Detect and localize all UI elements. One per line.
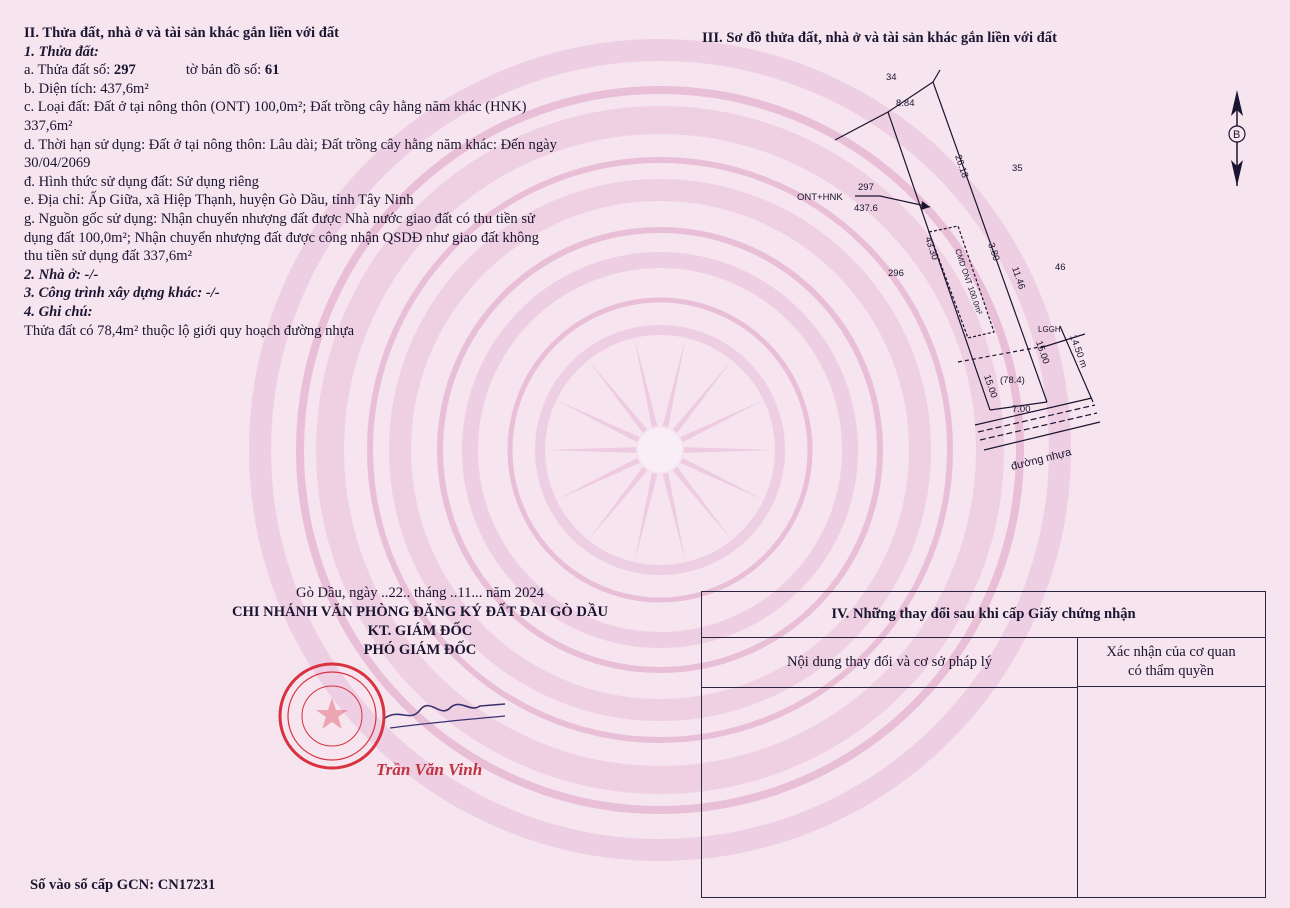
label-road-area: (78.4): [1000, 375, 1025, 386]
label-land-type: ONT+HNK: [797, 192, 843, 203]
dim-3-80: 3.80: [985, 241, 1002, 263]
column-change-content: Nội dung thay đổi và cơ sở pháp lý: [702, 637, 1078, 688]
dim-8-84: 8.84: [896, 98, 915, 109]
heading-notes: 4. Ghi chú:: [24, 303, 93, 320]
section-ii-title: II. Thửa đất, nhà ở và tài sản khác gắn liền với đất: [24, 25, 339, 41]
signer-name: Trần Văn Vinh: [376, 760, 483, 779]
signature-block: [200, 584, 640, 660]
map-sheet-number: 61: [264, 62, 280, 79]
usage-form-line: đ. Hình thức sử dụng đất: Sử dụng riêng: [24, 173, 259, 190]
heading-house: 2. Nhà ở: -/-: [24, 266, 99, 283]
term-line-2: 30/04/2069: [24, 155, 91, 172]
map-sheet-label: tờ bản đồ số:: [185, 62, 265, 79]
label-neighbor-296: 296: [888, 268, 904, 279]
section-iii-title: III. Sơ đồ thửa đất, nhà ở và tài sản khác gắn liền với đất: [702, 30, 1057, 46]
dim-43-30: 43.30: [922, 235, 941, 262]
registry-number-line: [30, 877, 215, 894]
land-info-section: [24, 24, 614, 340]
note-text: Thửa đất có 78,4m² thuộc lộ giới quy hoạch đường nhựa: [24, 322, 355, 339]
parcel-label: a. Thửa đất số:: [24, 62, 114, 79]
land-type-line-1: c. Loại đất: Đất ở tại nông thôn (ONT) 100,0m²; Đất trồng cây hằng năm khác (HNK): [24, 99, 527, 116]
signer-title: PHÓ GIÁM ĐỐC: [363, 642, 477, 658]
changes-table: [701, 591, 1266, 898]
area-line: b. Diện tích: 437,6m²: [24, 80, 149, 97]
parcel-right-boundary: [933, 82, 1047, 402]
parcel-number: 297: [113, 62, 136, 79]
dim-11-46: 11.46: [1009, 265, 1028, 291]
label-inner-ont: CMD ONT 100.0m²: [953, 247, 985, 316]
road-edge-top: [975, 398, 1092, 425]
label-neighbor-34: 34: [886, 72, 897, 83]
parcel-left-boundary: [888, 112, 990, 410]
neighbor-line-top: [835, 112, 888, 140]
issue-date: Gò Dầu, ngày ..22.. tháng ..11... năm 2024: [296, 585, 544, 601]
label-road: đường nhựa: [1009, 446, 1073, 473]
origin-line-1: g. Nguồn gốc sử dụng: Nhận chuyển nhượng đất được Nhà nước giao đất có thu tiền sử: [24, 210, 535, 227]
issuing-office: CHI NHÁNH VĂN PHÒNG ĐĂNG KÝ ĐẤT ĐAI GÒ DẦU: [231, 604, 609, 620]
origin-line-2: dụng đất 100,0m²; Nhận chuyển nhượng đất được công nhận QSDĐ như giao đất không: [24, 229, 539, 246]
dim-15-00-a: 15.00: [1033, 339, 1052, 366]
handwritten-signature: [380, 688, 510, 738]
pointer-arrowhead: [921, 201, 930, 210]
column-authority-confirmation: [1077, 637, 1265, 687]
origin-line-3: thu tiền sử dụng đất 337,6m²: [24, 248, 192, 265]
column-authority-line-2: có thẩm quyền: [1128, 663, 1214, 679]
ont-area-dashed: [929, 226, 994, 338]
address-line: e. Địa chỉ: Ấp Giữa, xã Hiệp Thạnh, huyện Gò Dầu, tỉnh Tây Ninh: [24, 192, 414, 209]
label-parcel-number: 297: [858, 182, 874, 193]
parcel-diagram: [780, 60, 1140, 480]
label-neighbor-46: 46: [1055, 262, 1066, 273]
neighbor-line-right: [933, 70, 940, 82]
label-neighbor-35: 35: [1012, 163, 1023, 174]
signer-authority: KT. GIÁM ĐỐC: [367, 623, 473, 639]
land-type-line-2: 337,6m²: [24, 117, 73, 134]
section-iv-title: IV. Những thay đổi sau khi cấp Giấy chứng nhận: [702, 592, 1265, 638]
north-arrow-icon: [1222, 88, 1252, 188]
dim-14-50: 14.50 m: [1067, 333, 1090, 370]
registry-label: Số vào sổ cấp GCN:: [30, 877, 158, 893]
dim-26-18: 26.18: [952, 153, 971, 180]
north-letter: B: [1233, 129, 1241, 141]
official-seal: [276, 660, 388, 772]
term-line-1: d. Thời hạn sử dụng: Đất ở tại nông thôn: Lâu dài; Đất trồng cây hằng năm khác: Đến ngày: [24, 136, 557, 153]
column-authority-line-1: Xác nhận của cơ quan: [1106, 644, 1236, 660]
parcel-number-line: [24, 61, 614, 80]
label-lggh: LGGH: [1038, 325, 1061, 334]
table-column-divider: [1077, 687, 1078, 897]
heading-land-parcel: 1. Thửa đất:: [24, 43, 99, 60]
dim-7-00: 7.00: [1012, 404, 1031, 415]
label-parcel-area: 437.6: [854, 203, 878, 214]
heading-other-works: 3. Công trình xây dựng khác: -/-: [24, 285, 220, 302]
dim-15-00-b: 15.00: [981, 373, 1000, 400]
registry-number: CN17231: [157, 877, 216, 893]
